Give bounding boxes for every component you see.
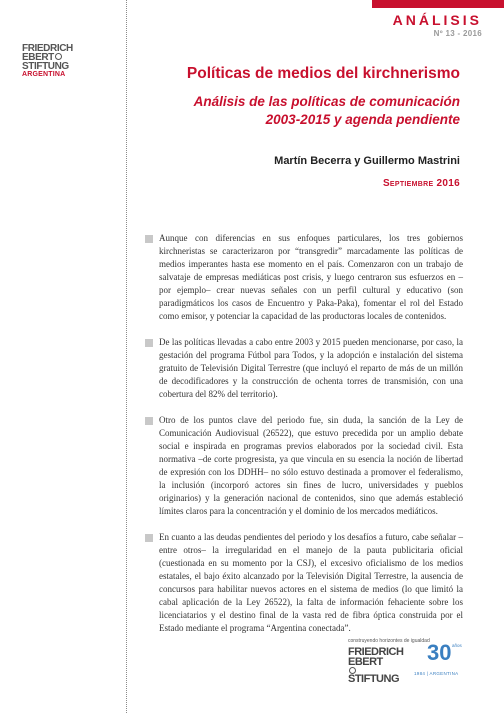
logo-tagline: construyendo horizontes de igualdad <box>348 638 430 644</box>
logo-ring-icon <box>55 53 62 60</box>
logo-line-ebert <box>348 657 403 674</box>
logo-line-friedrich: FRIEDRICH <box>348 646 404 658</box>
document-date: Septiembre 2016 <box>382 178 460 189</box>
document-subtitle <box>150 93 460 129</box>
fes-logo-top <box>22 44 118 79</box>
summary-paragraph <box>145 232 463 323</box>
document-title: Políticas de medios del kirchnerismo <box>186 65 460 82</box>
logo-wordmark <box>348 647 403 684</box>
logo-line-friedrich: FRIEDRICH <box>22 43 73 54</box>
paragraph-text: Otro de los puntos clave del periodo fue, sin duda, la sanción de la Ley de Comunicación Audiovisual (26522), que estuvo precedida por un amplio debate social e inspirada en programas previos elaborados por la sociedad civil. Esta normativa –de corte progresista, ya que vincula en su esencia la noción de libertad de expresión con los DDHH– no sólo estuvo destinada a promover el federalismo, la inclusión (incorporó actores sin fines de lucro, universidades y pueblos originarios) y la generación nacional de contenidos, sino que además estableció límites claros para la concentración y el dominio de los mercados mediáticos. <box>159 415 463 516</box>
bullet-square-icon <box>145 534 153 542</box>
document-authors: Martín Becerra y Guillermo Mastrini <box>274 155 460 167</box>
logo-line-stiftung: STIFTUNG <box>22 61 69 72</box>
summary-paragraph <box>145 414 463 518</box>
fes-logo-bottom <box>348 638 470 694</box>
bullet-square-icon <box>145 417 153 425</box>
series-header <box>393 12 482 38</box>
logo-ebert-text: EBERT <box>348 656 383 668</box>
logo-line-stiftung: STIFTUNG <box>348 673 399 685</box>
anniversary-number: 30 <box>427 640 452 665</box>
subtitle-line-2: 2003-2015 y agenda pendiente <box>265 112 460 127</box>
paragraph-text: Aunque con diferencias en sus enfoques particulares, los tres gobiernos kirchneristas se caracterizaron por “transgredir” marcadamente las políticas de medios imperantes hasta ese momento en el país. Comenzaron con un trabajo de salvataje de empresas mediáticas post crisis, y luego centraron sus esfuerzos en –por ejemplo– crear nuevas señales con un perfil cultural y educativo (son paradigmáticos los casos de Encuentro y Paka-Paka), fomentar el rol del Estado como emisor, y potenciar la capacidad de las productoras locales de contenidos. <box>159 233 463 321</box>
series-number: Nº 13 - 2016 <box>433 29 482 38</box>
summary-paragraph <box>145 531 463 635</box>
margin-dotted-line <box>126 0 127 713</box>
header-color-band <box>372 0 504 8</box>
paragraph-text: De las políticas llevadas a cabo entre 2003 y 2015 pueden mencionarse, por caso, la gestación del programa Fútbol para Todos, y la adopción e instalación del sistema gratuito de Televisión Digital Terrestre (que incluyó el reparto de más de un millón de decodificadores y la construcción de ochenta torres de transmisión, con una cobertura del 82% del territorio). <box>159 337 463 399</box>
summary-paragraph <box>145 336 463 401</box>
paragraph-text: En cuanto a las deudas pendientes del periodo y los desafíos a futuro, cabe señalar –entre otros– la irregularidad en el manejo de la pauta publicitaria oficial (cuestionada en su momento por la CSJ), el excesivo oficialismo de los medios estatales, el bajo éxito alcanzado por la Televisión Digital Terrestre, la ausencia de concursos para habilitar nuevos actores en el sistema de medios (lo que limitó la cabal aplicación de la Ley 26522), la falta de información fehaciente sobre los licenciatarios y el destino final de la vasta red de fibra óptica construida por el Estado mediante el programa “Argentina conectada”. <box>159 532 463 633</box>
series-title: ANÁLISIS <box>392 12 482 28</box>
bullet-square-icon <box>145 339 153 347</box>
summary-body <box>145 232 463 648</box>
logo-ebert-text: EBERT <box>22 52 54 63</box>
logo-line-argentina: ARGENTINA <box>22 71 66 78</box>
subtitle-line-1: Análisis de las políticas de comunicación <box>193 94 460 109</box>
anniversary-anos: años <box>452 643 462 648</box>
anniversary-years: 1984 | ARGENTINA <box>414 671 459 676</box>
bullet-square-icon <box>145 235 153 243</box>
